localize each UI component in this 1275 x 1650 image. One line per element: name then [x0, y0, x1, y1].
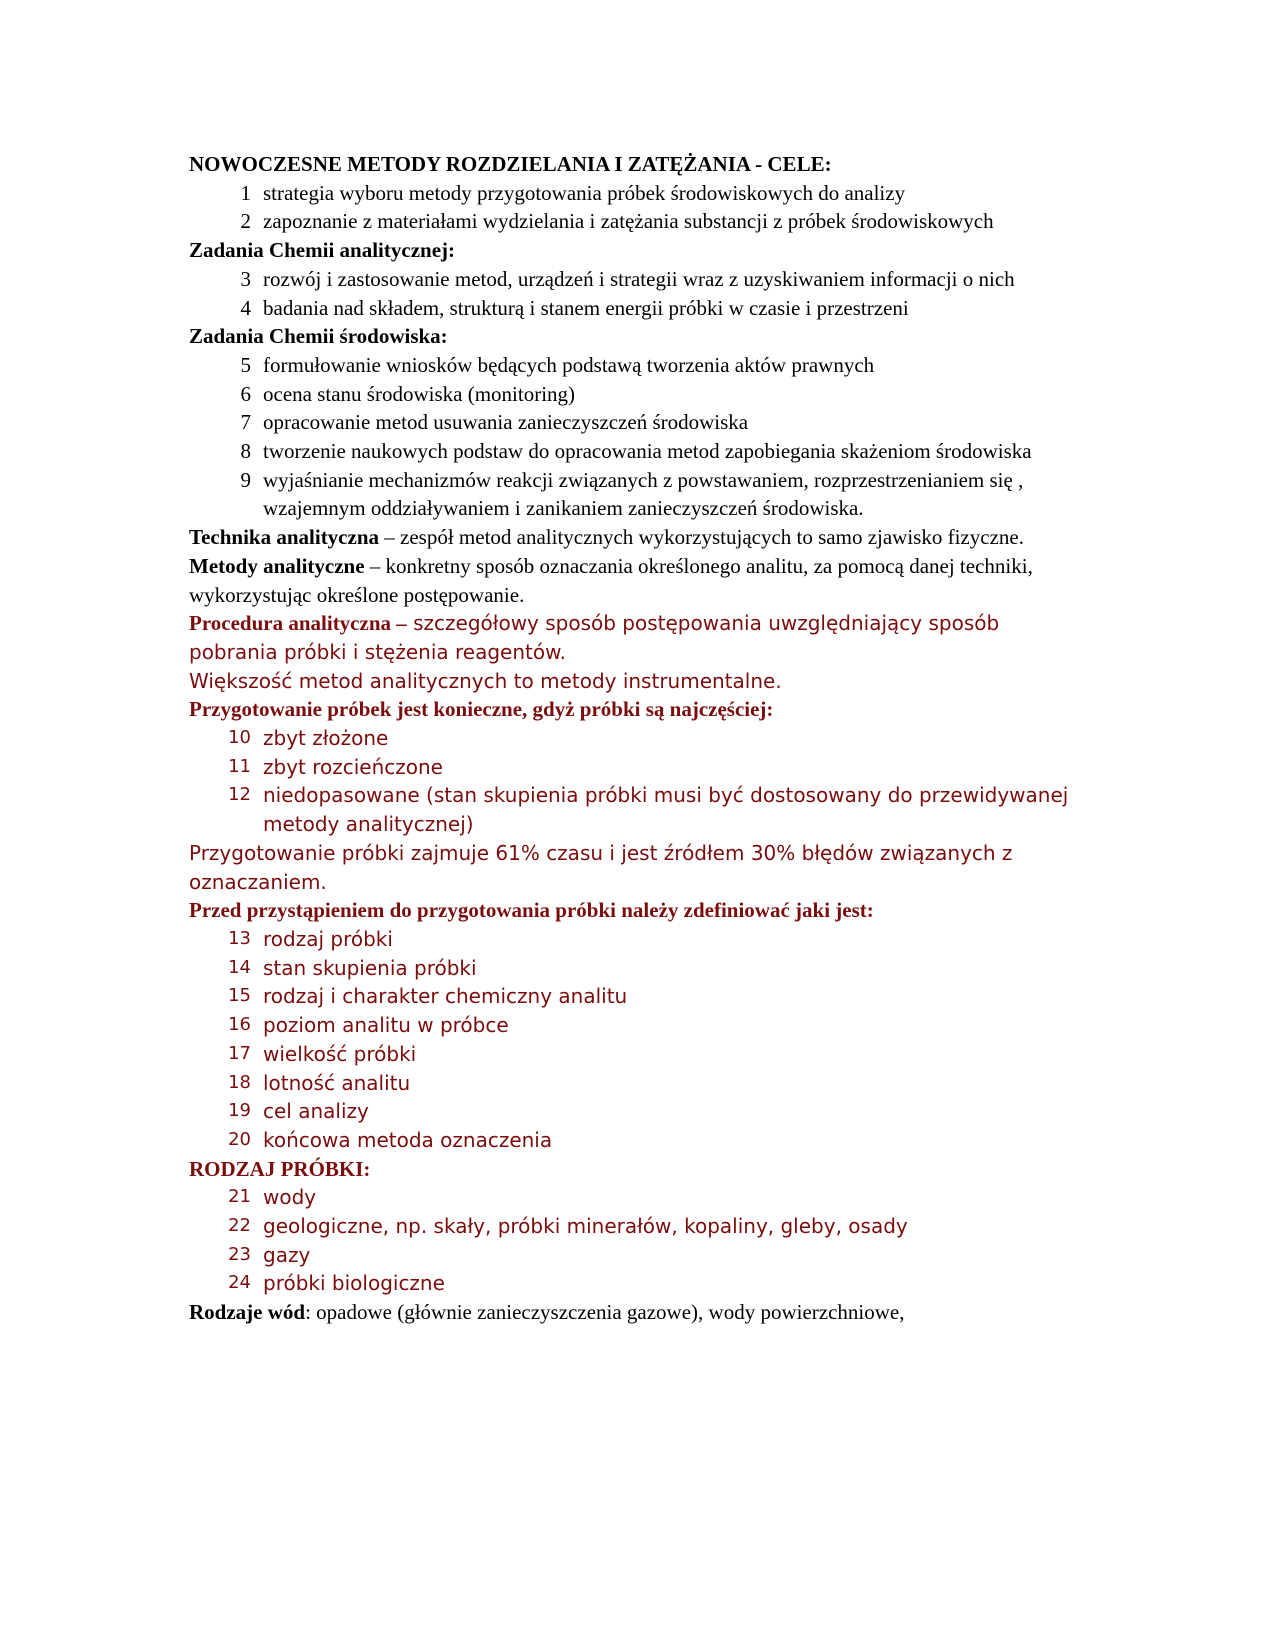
list-text: zbyt złożone	[263, 726, 389, 751]
definition-text: – zespół metod analitycznych wykorzystujących to samo zjawisko fizyczne.	[379, 525, 1024, 550]
list-item	[189, 1069, 1089, 1098]
list-text: rodzaj i charakter chemiczny analitu	[263, 984, 628, 1009]
definition-technika	[189, 523, 1089, 552]
list-text: strategia wyboru metody przygotowania próbek środowiskowych do analizy	[263, 180, 906, 205]
list-item	[189, 179, 1089, 208]
list-text: geologiczne, np. skały, próbki minerałów, kopaliny, gleby, osady	[263, 1214, 908, 1239]
list-item	[189, 1269, 1089, 1298]
list-item	[189, 753, 1089, 782]
list-number: 17	[228, 1042, 251, 1064]
section-heading-analityczna: Zadania Chemii analitycznej:	[189, 238, 455, 263]
list-text: badania nad składem, strukturą i stanem energii próbki w czasie i przestrzeni	[263, 295, 909, 320]
list-item	[189, 1040, 1089, 1069]
definition-term: Rodzaje wód	[189, 1300, 306, 1325]
list-item	[189, 982, 1089, 1011]
list-number: 22	[228, 1215, 251, 1237]
document-page	[189, 150, 1089, 1327]
list-item	[189, 207, 1089, 236]
section-heading-srodowiska: Zadania Chemii środowiska:	[189, 324, 448, 349]
definition-term: Technika analityczna	[189, 525, 380, 550]
note-wiekszosc: Większość metod analitycznych to metody instrumentalne.	[189, 668, 782, 693]
list-text: rodzaj próbki	[263, 926, 393, 951]
list-text: wody	[263, 1185, 317, 1210]
list-number: 1	[240, 180, 251, 205]
list-number: 11	[228, 755, 251, 777]
rodzaj-list	[189, 1183, 1089, 1298]
analityczna-list	[189, 265, 1089, 322]
list-item	[189, 294, 1089, 323]
list-number: 23	[228, 1243, 251, 1265]
definition-text: : opadowe (głównie zanieczyszczenia gazowe), wody powierzchniowe,	[305, 1300, 905, 1325]
list-number: 16	[228, 1014, 251, 1036]
list-text: rozwój i zastosowanie metod, urządzeń i strategii wraz z uzyskiwaniem informacji o nich	[263, 266, 1015, 291]
list-number: 21	[228, 1186, 251, 1208]
list-number: 6	[240, 381, 251, 406]
list-text: cel analizy	[263, 1099, 369, 1124]
list-number: 10	[228, 727, 251, 749]
list-text: gazy	[263, 1242, 311, 1267]
list-item	[189, 408, 1089, 437]
definition-term: Procedura analityczna –	[189, 611, 407, 636]
list-number: 14	[228, 956, 251, 978]
list-text: stan skupienia próbki	[263, 955, 477, 980]
list-item	[189, 1183, 1089, 1212]
list-number: 4	[240, 295, 251, 320]
section-heading-przygotowanie: Przygotowanie próbek jest konieczne, gdyż próbki są najczęściej:	[189, 697, 774, 722]
list-text: lotność analitu	[263, 1070, 411, 1095]
list-text: tworzenie naukowych podstaw do opracowania metod zapobiegania skażeniom środowiska	[263, 439, 1032, 464]
list-number: 7	[240, 410, 251, 435]
definition-text: – konkretny sposób oznaczania określonego analitu, za pomocą danej techniki, wykorzystując określone postępowanie.	[189, 553, 1033, 607]
rodzaje-wod-line	[189, 1298, 1089, 1327]
list-item	[189, 1097, 1089, 1126]
list-text: końcowa metoda oznaczenia	[263, 1127, 553, 1152]
list-number: 9	[240, 467, 251, 492]
definition-procedura	[189, 609, 1089, 666]
przygotowanie-list	[189, 724, 1089, 839]
list-number: 24	[228, 1272, 251, 1294]
definition-metody	[189, 552, 1089, 609]
list-item	[189, 265, 1089, 294]
list-item	[189, 781, 1089, 838]
list-item	[189, 466, 1089, 523]
list-number: 5	[240, 352, 251, 377]
list-text: wyjaśnianie mechanizmów reakcji związanych z powstawaniem, rozprzestrzenianiem się , wzajemnym oddziaływaniem i zanikaniem zanieczyszczeń środowiska.	[263, 467, 1024, 521]
list-item	[189, 954, 1089, 983]
list-item	[189, 724, 1089, 753]
document-title: NOWOCZESNE METODY ROZDZIELANIA I ZATĘŻANIA - CELE:	[189, 152, 832, 176]
list-number: 8	[240, 439, 251, 464]
cele-list	[189, 179, 1089, 236]
list-text: niedopasowane (stan skupienia próbki musi być dostosowany do przewidywanej metody analitycznej)	[263, 783, 1069, 837]
list-number: 18	[228, 1071, 251, 1093]
list-number: 20	[228, 1128, 251, 1150]
list-text: poziom analitu w próbce	[263, 1013, 509, 1038]
list-number: 15	[228, 985, 251, 1007]
list-item	[189, 380, 1089, 409]
list-item	[189, 437, 1089, 466]
list-item	[189, 351, 1089, 380]
list-text: próbki biologiczne	[263, 1271, 445, 1296]
list-item	[189, 1126, 1089, 1155]
list-number: 3	[240, 266, 251, 291]
list-number: 19	[228, 1100, 251, 1122]
list-item	[189, 1241, 1089, 1270]
srodowiska-list	[189, 351, 1089, 523]
list-number: 12	[228, 784, 251, 806]
list-text: zapoznanie z materiałami wydzielania i zatężania substancji z próbek środowiskowych	[263, 209, 994, 234]
definition-text: szczegółowy sposób postępowania uwzględniający sposób pobrania próbki i stężenia reagentów.	[189, 611, 1000, 664]
list-text: wielkość próbki	[263, 1041, 417, 1066]
list-item	[189, 1011, 1089, 1040]
list-text: opracowanie metod usuwania zanieczyszczeń środowiska	[263, 410, 749, 435]
list-number: 2	[240, 209, 251, 234]
list-number: 13	[228, 927, 251, 949]
list-item	[189, 1212, 1089, 1241]
section-heading-rodzaj: RODZAJ PRÓBKI:	[189, 1156, 371, 1181]
list-text: zbyt rozcieńczone	[263, 754, 443, 779]
list-text: formułowanie wniosków będących podstawą tworzenia aktów prawnych	[263, 352, 875, 377]
section-heading-przed: Przed przystąpieniem do przygotowania próbki należy zdefiniować jaki jest:	[189, 898, 874, 923]
list-item	[189, 925, 1089, 954]
definition-term: Metody analityczne	[189, 553, 365, 578]
list-text: ocena stanu środowiska (monitoring)	[263, 381, 576, 406]
przed-list	[189, 925, 1089, 1155]
note-przygotowanie: Przygotowanie próbki zajmuje 61% czasu i jest źródłem 30% błędów związanych z oznaczaniem.	[189, 840, 1013, 894]
